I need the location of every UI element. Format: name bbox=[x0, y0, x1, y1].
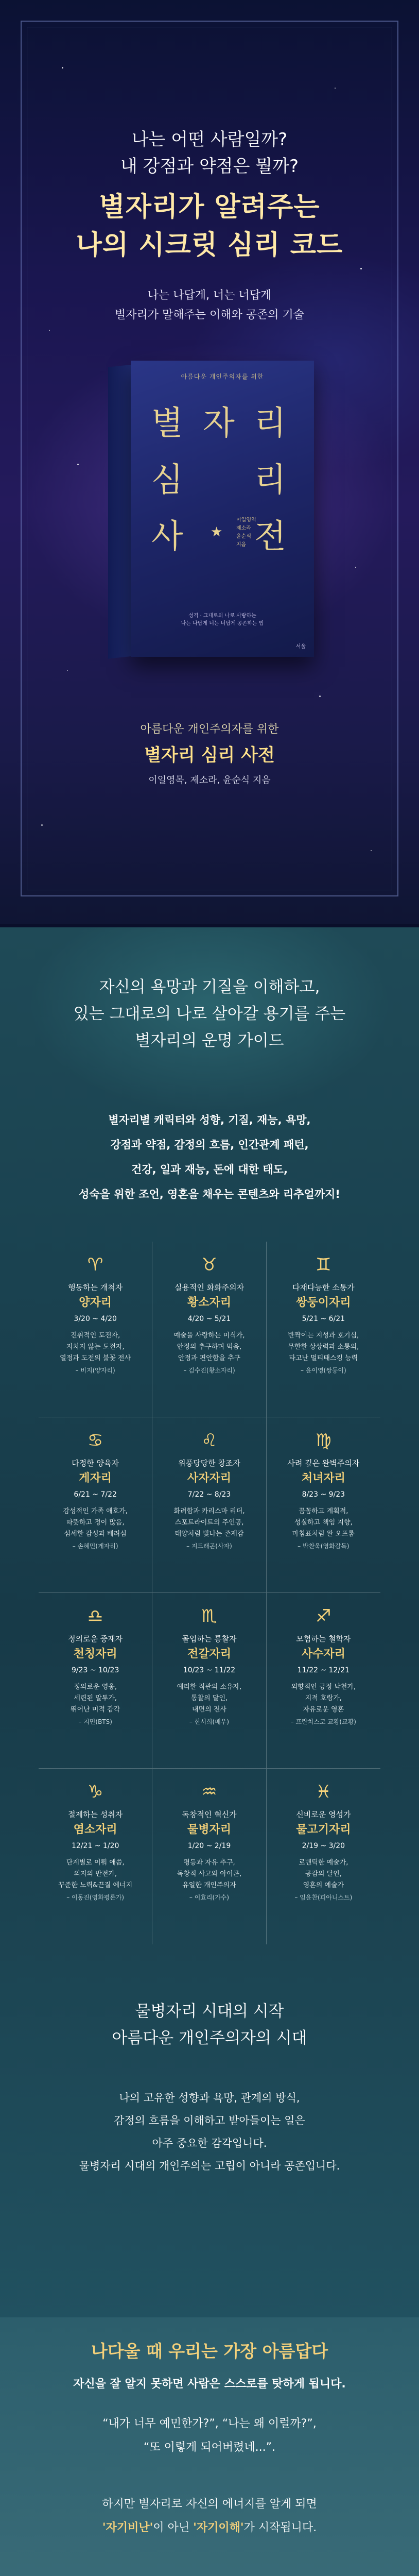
star-icon: ★ bbox=[211, 524, 223, 540]
book-spine bbox=[108, 365, 131, 659]
zodiac-name: 황소자리 bbox=[187, 1296, 231, 1309]
zodiac-body-line: 의지의 반전가, bbox=[74, 1870, 117, 1878]
zodiac-body-line: 화려함과 카리스마 리더, bbox=[173, 1507, 245, 1515]
book-blurb-line: 성격 · 그대로의 나로 사랑하는 bbox=[188, 613, 256, 619]
zodiac-body-line: 자유로운 영혼 bbox=[303, 1706, 344, 1714]
closing-connector-1: 이 아닌 bbox=[153, 2521, 190, 2534]
zodiac-date: 3/20 ~ 4/20 bbox=[74, 1315, 117, 1323]
zodiac-body bbox=[39, 1682, 152, 1727]
zodiac-trait: 신비로운 영성가 bbox=[296, 1810, 351, 1819]
zodiac-symbol-icon: ♑ bbox=[87, 1782, 103, 1802]
zodiac-body-line: 안정과 편안함을 추구 bbox=[178, 1354, 241, 1362]
zodiac-desc-line: 별자리별 캐릭터와 성향, 기질, 재능, 욕망, bbox=[108, 1114, 311, 1126]
zodiac-body-line: 태양처럼 빛나는 존재감 bbox=[174, 1530, 244, 1538]
zodiac-card bbox=[39, 1242, 152, 1417]
zodiac-example-person: – 이동진(영화평론가) bbox=[66, 1894, 125, 1901]
zodiac-body-line: 정의로운 영웅, bbox=[74, 1683, 117, 1691]
closing-section bbox=[0, 2317, 419, 2576]
zodiac-trait: 사려 깊은 완벽주의자 bbox=[287, 1459, 360, 1468]
zodiac-body-line: 예술을 사랑하는 미식가, bbox=[173, 1332, 245, 1340]
closing-title: 나다울 때 우리는 가장 아름답다 bbox=[91, 2341, 328, 2361]
zodiac-symbol-icon: ♉ bbox=[201, 1255, 217, 1275]
book-author: 이일영역 bbox=[236, 517, 256, 523]
zodiac-body-line: 외향적인 긍정 낙천가, bbox=[291, 1683, 356, 1691]
era-description bbox=[0, 2087, 419, 2177]
zodiac-name: 사수자리 bbox=[301, 1648, 345, 1660]
era-desc-line: 나의 고유한 성향과 욕망, 관계의 방식, bbox=[119, 2092, 300, 2104]
zodiac-body-line: 따뜻하고 정이 많음, bbox=[66, 1519, 125, 1527]
closing-subtitle: 자신을 잘 알지 못하면 사람은 스스로를 탓하게 됩니다. bbox=[73, 2378, 346, 2391]
zodiac-trait: 정의로운 중재자 bbox=[68, 1634, 123, 1643]
era-desc-line: 물병자리 시대의 개인주의는 고립이 아니라 공존입니다. bbox=[79, 2160, 340, 2172]
book-title-char: 리 bbox=[254, 404, 286, 443]
hero-question-2: 내 강점과 약점은 뭘까? bbox=[120, 156, 299, 177]
era-desc-line: 아주 중요한 감각입니다. bbox=[152, 2137, 267, 2149]
closing-quote-line: “또 이렇게 되어버렸네...”. bbox=[143, 2441, 276, 2454]
zodiac-date: 8/23 ~ 9/23 bbox=[302, 1490, 345, 1499]
zodiac-body-line: 안정의 추구하며 먹음, bbox=[177, 1343, 242, 1351]
zodiac-intro-line: 자신의 욕망과 기질을 이해하고, bbox=[99, 978, 320, 996]
book-title-char: 심 bbox=[151, 461, 183, 499]
zodiac-desc-line: 강점과 약점, 감정의 흐름, 인간관계 패턴, bbox=[110, 1139, 309, 1151]
hero-title bbox=[0, 188, 419, 264]
book-publisher: 서울 bbox=[295, 644, 306, 650]
zodiac-date: 4/20 ~ 5/21 bbox=[187, 1315, 231, 1323]
zodiac-body-line: 진취적인 도전자, bbox=[71, 1332, 120, 1340]
zodiac-card bbox=[267, 1417, 380, 1593]
zodiac-body-line: 감성적인 가족 애호가, bbox=[63, 1507, 128, 1515]
zodiac-name: 염소자리 bbox=[73, 1823, 117, 1836]
zodiac-symbol-icon: ♓ bbox=[316, 1782, 331, 1802]
zodiac-name: 양자리 bbox=[79, 1296, 112, 1309]
zodiac-example-person: – 한서희(배우) bbox=[189, 1718, 230, 1725]
zodiac-intro-line: 별자리의 운명 가이드 bbox=[135, 1031, 284, 1050]
book-title-char: 사 bbox=[151, 518, 183, 556]
zodiac-desc-line: 성숙을 위한 조언, 영혼을 채우는 콘텐츠와 리추얼까지! bbox=[79, 1188, 340, 1200]
zodiac-example-person: – 임윤찬(피아니스트) bbox=[294, 1894, 353, 1901]
hero-book-title: 별자리 심리 사전 bbox=[144, 745, 275, 766]
zodiac-name: 사자자리 bbox=[187, 1472, 231, 1485]
zodiac-body-line: 평등과 자유 추구, bbox=[183, 1859, 235, 1867]
zodiac-example-person: – 지민(BTS) bbox=[78, 1718, 112, 1725]
zodiac-body-line: 공감의 달인, bbox=[305, 1870, 342, 1878]
hero-subtitle-line-2: 별자리가 말해주는 이해와 공존의 기술 bbox=[114, 309, 304, 321]
zodiac-name: 게자리 bbox=[79, 1472, 112, 1485]
book-author: 지음 bbox=[236, 542, 247, 548]
hero-section bbox=[0, 0, 419, 927]
zodiac-card bbox=[267, 1769, 380, 1944]
zodiac-body bbox=[267, 1330, 380, 1376]
zodiac-body-line: 섬세한 감성과 배려심 bbox=[64, 1530, 127, 1538]
book-author: 제소라 bbox=[236, 526, 251, 531]
zodiac-name: 쌍둥이자리 bbox=[296, 1296, 351, 1309]
zodiac-example-person: – 윤이영(쌍둥이) bbox=[300, 1367, 346, 1374]
zodiac-card bbox=[39, 1593, 152, 1769]
zodiac-trait: 다재다능한 소통가 bbox=[292, 1283, 355, 1292]
book-title-char: 전 bbox=[254, 518, 286, 556]
zodiac-body bbox=[267, 1682, 380, 1727]
era-heading-line: 물병자리 시대의 시작 bbox=[135, 2002, 284, 2021]
zodiac-trait: 독창적인 혁신가 bbox=[182, 1810, 237, 1819]
hero-authors: 이일영목, 제소라, 윤순식 지음 bbox=[148, 775, 271, 786]
zodiac-body-line: 유일한 개인주의자 bbox=[182, 1882, 236, 1889]
closing-ending-line-1: 하지만 별자리로 자신의 에너지를 알게 되면 bbox=[102, 2498, 317, 2511]
zodiac-body bbox=[152, 1330, 266, 1376]
zodiac-body-line: 꼼꼼하고 계획적, bbox=[299, 1507, 348, 1515]
zodiac-card bbox=[152, 1769, 266, 1944]
closing-quote-line: “내가 너무 예민한가?”, “나는 왜 이럴까?”, bbox=[102, 2417, 317, 2430]
closing-ending-line-2 bbox=[0, 2516, 419, 2540]
hero-title-line-1: 별자리가 알려주는 bbox=[99, 192, 320, 223]
zodiac-date: 6/21 ~ 7/22 bbox=[74, 1490, 117, 1499]
zodiac-body-line: 열정과 도전의 불꽃 전사 bbox=[60, 1354, 131, 1362]
zodiac-name: 천칭자리 bbox=[73, 1648, 117, 1660]
zodiac-date: 11/22 ~ 12/21 bbox=[297, 1666, 350, 1674]
zodiac-date: 7/22 ~ 8/23 bbox=[187, 1490, 231, 1499]
zodiac-trait: 몰입하는 통찰자 bbox=[182, 1634, 237, 1643]
self-blame-term: '자기비난' bbox=[102, 2521, 153, 2534]
zodiac-body-line: 내면의 전사 bbox=[192, 1706, 226, 1714]
zodiac-body-line: 통찰의 달인, bbox=[190, 1694, 228, 1702]
zodiac-trait: 위풍당당한 창조자 bbox=[178, 1459, 240, 1468]
book-title-char: 자 bbox=[203, 404, 235, 443]
zodiac-name: 물고기자리 bbox=[296, 1823, 351, 1836]
zodiac-name: 물병자리 bbox=[187, 1823, 231, 1836]
book-front bbox=[131, 361, 314, 657]
book-blurb bbox=[131, 612, 314, 628]
zodiac-card bbox=[39, 1417, 152, 1593]
closing-quote bbox=[0, 2412, 419, 2460]
era-heading-line: 아름다운 개인주의자의 시대 bbox=[112, 2029, 307, 2047]
zodiac-trait: 행동하는 개척자 bbox=[68, 1283, 123, 1292]
zodiac-body-line: 예리한 직관의 소유자, bbox=[177, 1683, 242, 1691]
era-heading bbox=[0, 1998, 419, 2052]
zodiac-body bbox=[152, 1857, 266, 1903]
hero-question-1: 나는 어떤 사람일까? bbox=[131, 129, 288, 150]
zodiac-date: 5/21 ~ 6/21 bbox=[302, 1315, 345, 1323]
zodiac-desc bbox=[0, 1108, 419, 1207]
zodiac-body-line: 지치지 않는 도전자, bbox=[66, 1343, 125, 1351]
zodiac-body-line: 무한한 상상력과 소통의, bbox=[288, 1343, 359, 1351]
zodiac-body bbox=[267, 1506, 380, 1551]
zodiac-symbol-icon: ♒ bbox=[201, 1782, 217, 1802]
zodiac-body-line: 지적 호랑가, bbox=[305, 1694, 342, 1702]
zodiac-trait: 모험하는 철학자 bbox=[296, 1634, 351, 1643]
hero-subtitle bbox=[0, 286, 419, 325]
zodiac-symbol-icon: ♌ bbox=[201, 1430, 217, 1451]
hero-small-caption: 아름다운 개인주의자를 위한 bbox=[140, 723, 279, 736]
zodiac-intro-line: 있는 그대로의 나로 살아갈 용기를 주는 bbox=[73, 1005, 346, 1023]
zodiac-body-line: 마침표처럼 완 오프롬 bbox=[292, 1530, 355, 1538]
zodiac-example-person: – 이효리(가수) bbox=[189, 1894, 230, 1901]
zodiac-example-person: – 프란치스코 교황(교황) bbox=[290, 1718, 356, 1725]
zodiac-trait: 절제하는 성취자 bbox=[68, 1810, 123, 1819]
zodiac-symbol-icon: ♐ bbox=[316, 1606, 331, 1626]
zodiac-body-line: 독창적 사고와 아이콘, bbox=[177, 1870, 242, 1878]
zodiac-card bbox=[152, 1242, 266, 1417]
zodiac-body-line: 성실하고 책임 지향, bbox=[294, 1519, 353, 1527]
zodiac-card bbox=[267, 1593, 380, 1769]
zodiac-body bbox=[39, 1330, 152, 1376]
zodiac-body bbox=[152, 1506, 266, 1551]
zodiac-card bbox=[152, 1593, 266, 1769]
zodiac-body-line: 뛰어난 미적 감각 bbox=[71, 1706, 120, 1714]
book-title-char: 별 bbox=[151, 404, 183, 443]
zodiac-date: 9/23 ~ 10/23 bbox=[71, 1666, 119, 1674]
zodiac-grid bbox=[39, 1242, 380, 1944]
zodiac-example-person: – 박찬욱(영화감독) bbox=[298, 1543, 350, 1550]
zodiac-section bbox=[0, 927, 419, 2317]
hero-questions bbox=[0, 126, 419, 180]
closing-connector-2: 가 시작됩니다. bbox=[243, 2521, 317, 2534]
zodiac-symbol-icon: ♋ bbox=[87, 1430, 103, 1451]
book-blurb-line: 나는 나답게 너는 너답게 공존하는 법 bbox=[181, 621, 264, 626]
zodiac-body bbox=[39, 1857, 152, 1903]
zodiac-symbol-icon: ♈ bbox=[87, 1255, 103, 1275]
zodiac-card bbox=[152, 1417, 266, 1593]
zodiac-body-line: 로맨틱한 예술가, bbox=[299, 1859, 348, 1867]
zodiac-body-line: 단계별로 이뤄 애씀, bbox=[66, 1859, 125, 1867]
zodiac-body bbox=[39, 1506, 152, 1551]
zodiac-body-line: 세련된 말투가, bbox=[74, 1694, 117, 1702]
zodiac-symbol-icon: ♍ bbox=[316, 1430, 331, 1451]
zodiac-body-line: 반짝이는 지성과 호기심, bbox=[288, 1332, 359, 1340]
zodiac-name: 처녀자리 bbox=[301, 1472, 345, 1485]
zodiac-body-line: 영혼의 예술가 bbox=[303, 1882, 344, 1889]
zodiac-card bbox=[39, 1769, 152, 1944]
hero-title-line-2: 나의 시크릿 심리 코드 bbox=[76, 230, 343, 261]
zodiac-symbol-icon: ♏ bbox=[201, 1606, 217, 1626]
zodiac-intro bbox=[0, 974, 419, 1054]
era-desc-line: 감정의 흐름을 이해하고 받아들이는 일은 bbox=[114, 2114, 305, 2127]
zodiac-body-line: 꾸준한 노력&끈질 에너지 bbox=[58, 1882, 133, 1889]
self-understanding-term: '자기이해' bbox=[193, 2521, 244, 2534]
closing-ending bbox=[0, 2493, 419, 2540]
book-author: 윤순식 bbox=[236, 534, 251, 539]
zodiac-trait: 실용적인 화화주의자 bbox=[174, 1283, 245, 1292]
hero-subtitle-line-1: 나는 나답게, 너는 너답게 bbox=[147, 289, 272, 302]
book-authors bbox=[236, 516, 256, 549]
book-cover bbox=[108, 361, 314, 659]
zodiac-body bbox=[267, 1857, 380, 1903]
zodiac-body-line: 타고난 멀티태스킹 능력 bbox=[289, 1354, 358, 1362]
zodiac-date: 10/23 ~ 11/22 bbox=[183, 1666, 236, 1674]
zodiac-example-person: – 손혜민(게자리) bbox=[72, 1543, 118, 1550]
zodiac-date: 1/20 ~ 2/19 bbox=[187, 1842, 231, 1850]
zodiac-body-line: 스포트라이트의 주인공, bbox=[174, 1519, 244, 1527]
book-title-char: 리 bbox=[254, 461, 286, 499]
zodiac-example-person: – 지드래곤(사자) bbox=[186, 1543, 232, 1550]
book-tagline: 아름다운 개인주의자를 위한 bbox=[181, 373, 264, 380]
zodiac-card bbox=[267, 1242, 380, 1417]
zodiac-example-person: – 비지(양자리) bbox=[75, 1367, 115, 1374]
zodiac-example-person: – 김수진(황소자리) bbox=[183, 1367, 235, 1374]
zodiac-symbol-icon: ♎ bbox=[87, 1606, 103, 1626]
zodiac-trait: 다정한 양육자 bbox=[72, 1459, 119, 1468]
zodiac-date: 12/21 ~ 1/20 bbox=[71, 1842, 119, 1850]
zodiac-desc-line: 건강, 일과 재능, 돈에 대한 태도, bbox=[131, 1163, 288, 1176]
zodiac-symbol-icon: ♊ bbox=[316, 1255, 331, 1275]
zodiac-body bbox=[152, 1682, 266, 1727]
zodiac-date: 2/19 ~ 3/20 bbox=[302, 1842, 345, 1850]
zodiac-name: 전갈자리 bbox=[187, 1648, 231, 1660]
